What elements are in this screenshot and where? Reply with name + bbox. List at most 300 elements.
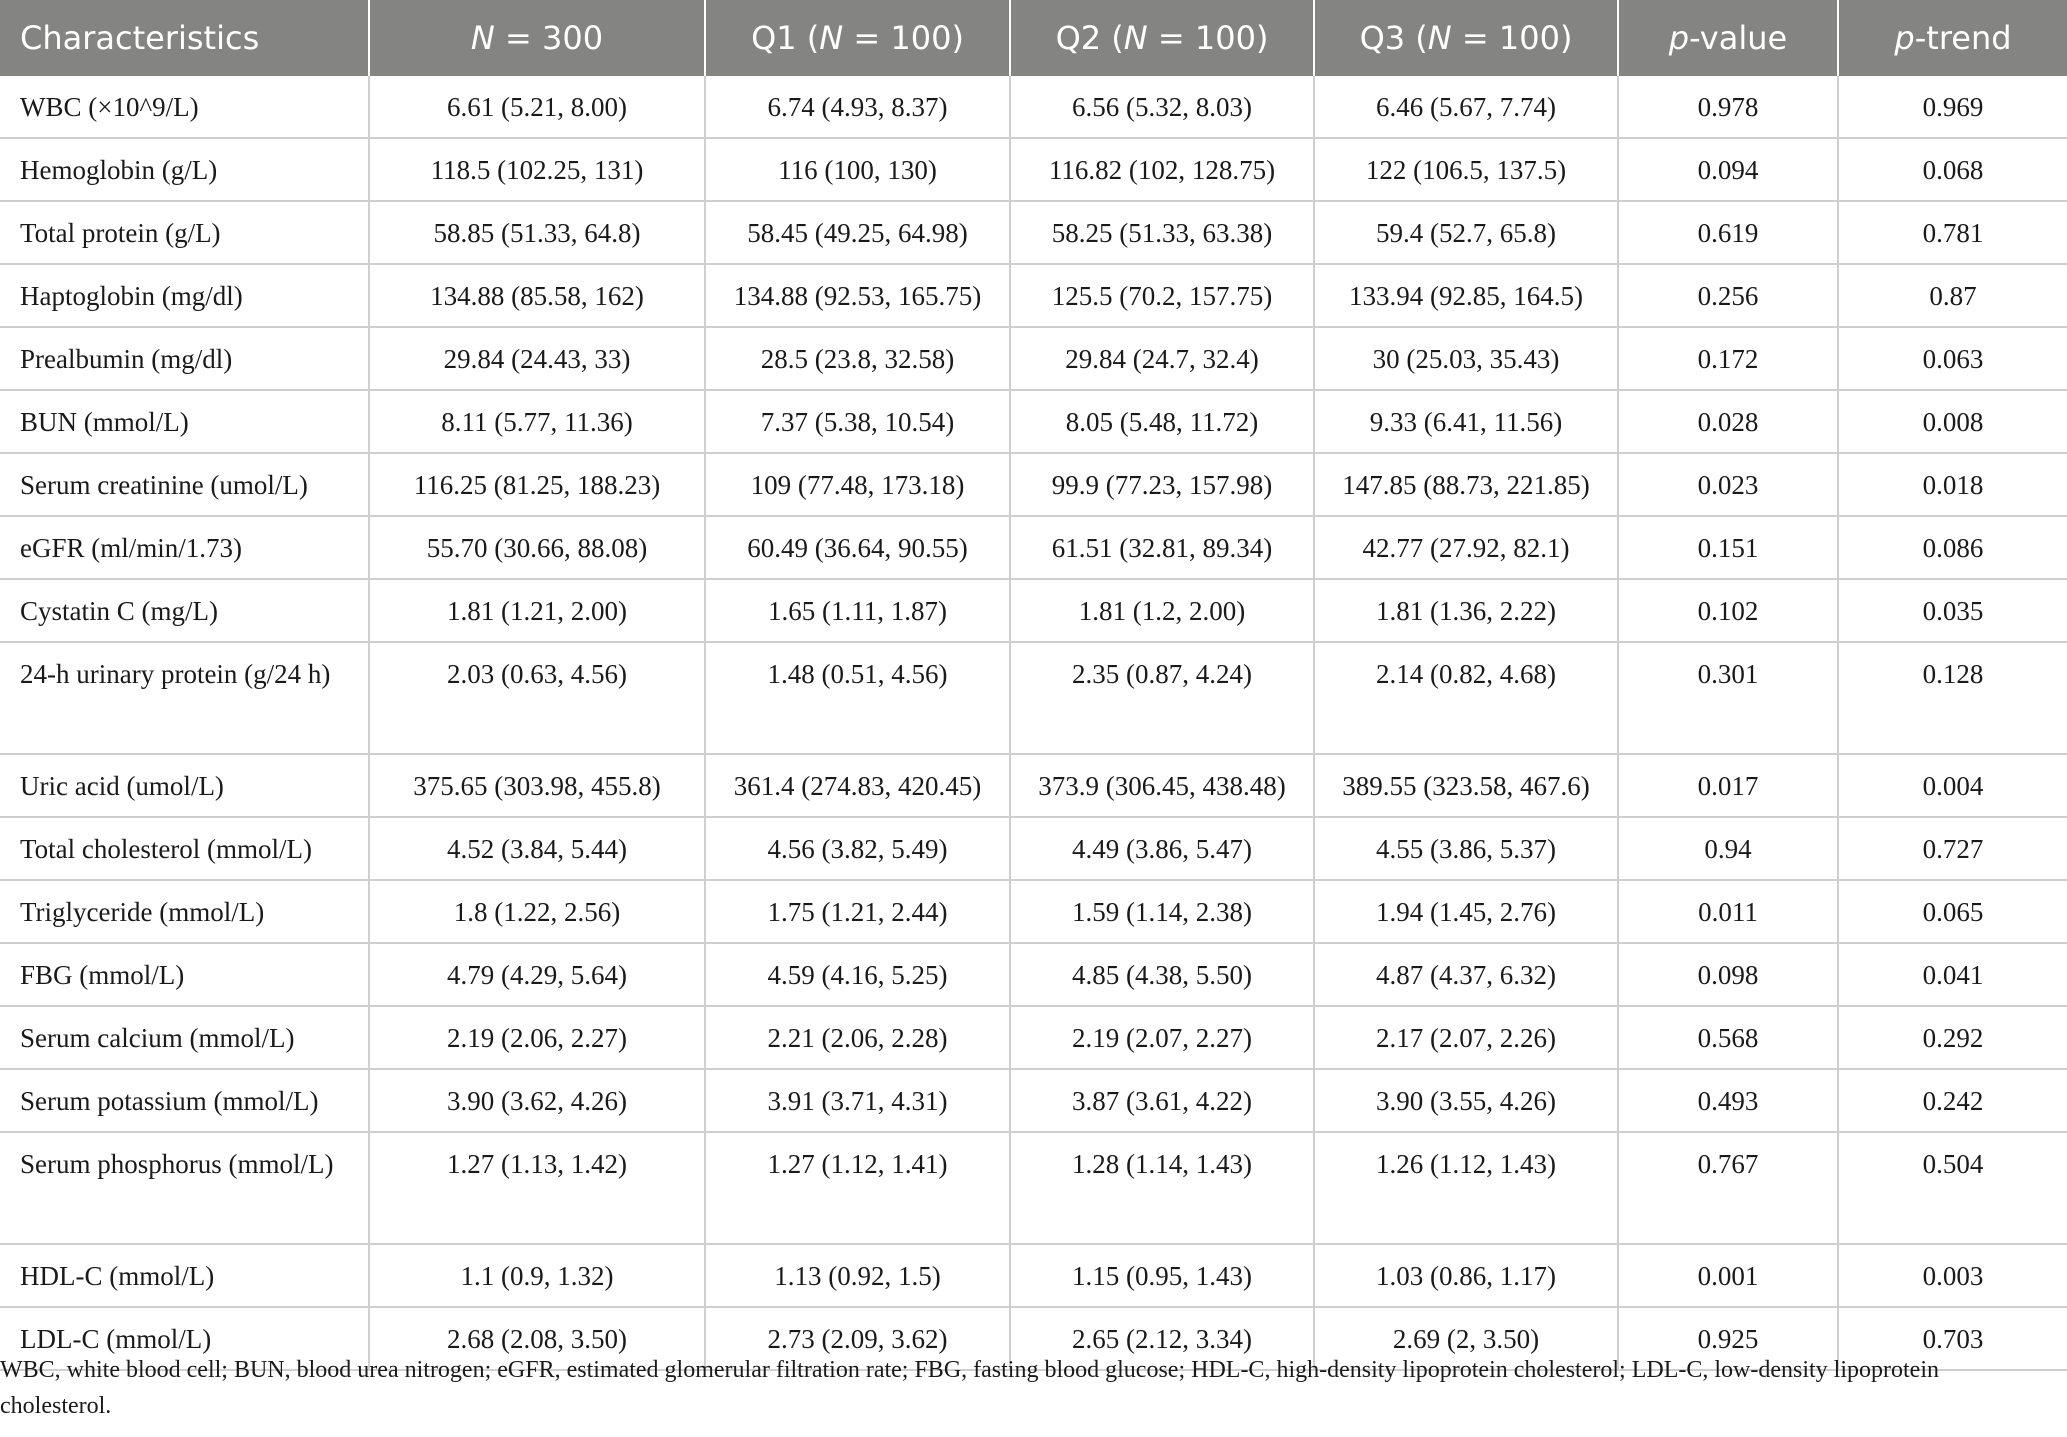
cell-text: 1.28 (1.14, 1.43) [1072, 1149, 1252, 1179]
table-row [0, 516, 2067, 579]
row-label [0, 579, 369, 642]
row-label [0, 1069, 369, 1132]
row-label [0, 817, 369, 880]
table-cell [1618, 453, 1838, 516]
table-cell [705, 264, 1010, 327]
cell-text: FBG (mmol/L) [20, 960, 185, 990]
cell-text: HDL-C (mmol/L) [20, 1261, 215, 1291]
table-cell [369, 390, 705, 453]
cell-text: 0.767 [1697, 1149, 1759, 1179]
cell-text: 0.063 [1922, 344, 1984, 374]
header-italic: p [1668, 19, 1690, 57]
cell-text: 1.27 (1.13, 1.42) [447, 1149, 627, 1179]
row-label [0, 754, 369, 817]
table-cell [705, 579, 1010, 642]
table-row [0, 754, 2067, 817]
cell-text: 3.90 (3.55, 4.26) [1376, 1086, 1556, 1116]
table-cell [1010, 76, 1314, 138]
table-cell [705, 817, 1010, 880]
row-label [0, 642, 369, 754]
table-row [0, 390, 2067, 453]
cell-text: 134.88 (92.53, 165.75) [733, 281, 982, 311]
table-cell [705, 1006, 1010, 1069]
cell-text: Total protein (g/L) [20, 218, 221, 248]
table-cell [369, 138, 705, 201]
table-cell [1838, 264, 2067, 327]
cell-text: 0.925 [1697, 1324, 1759, 1354]
cell-text: 0.028 [1697, 407, 1759, 437]
row-label [0, 138, 369, 201]
cell-text: 116.82 (102, 128.75) [1048, 155, 1276, 185]
table-cell [1314, 1006, 1618, 1069]
cell-text: Serum creatinine (umol/L) [20, 470, 308, 500]
table-cell [1314, 880, 1618, 943]
cell-text: 118.5 (102.25, 131) [430, 155, 644, 185]
cell-text: Uric acid (umol/L) [20, 771, 224, 801]
cell-text: 0.102 [1697, 596, 1759, 626]
cell-text: 1.81 (1.36, 2.22) [1376, 596, 1556, 626]
header-italic: p [1894, 19, 1915, 57]
table-cell [1314, 1132, 1618, 1244]
table-cell [705, 327, 1010, 390]
table-cell [1838, 1069, 2067, 1132]
table-row [0, 138, 2067, 201]
cell-text: 2.17 (2.07, 2.26) [1376, 1023, 1556, 1053]
table-cell [1838, 754, 2067, 817]
cell-text: 0.504 [1922, 1149, 1984, 1179]
cell-text: 0.151 [1697, 533, 1759, 563]
table-cell [1838, 327, 2067, 390]
cell-text: 4.85 (4.38, 5.50) [1072, 960, 1252, 990]
table-cell [1314, 138, 1618, 201]
table-cell [1010, 453, 1314, 516]
table-cell [1010, 642, 1314, 754]
header-text: Q2 ( [1055, 19, 1124, 57]
cell-text: 0.172 [1697, 344, 1759, 374]
table-cell [1314, 264, 1618, 327]
cell-text: 4.49 (3.86, 5.47) [1072, 834, 1252, 864]
cell-text: 0.004 [1922, 771, 1984, 801]
table-cell [1618, 880, 1838, 943]
table-cell [1010, 579, 1314, 642]
cell-text: Serum phosphorus (mmol/L) [20, 1149, 334, 1179]
cell-text: 7.37 (5.38, 10.54) [760, 407, 955, 437]
cell-text: 0.008 [1922, 407, 1984, 437]
cell-text: 58.85 (51.33, 64.8) [433, 218, 641, 248]
cell-text: 1.13 (0.92, 1.5) [774, 1261, 941, 1291]
table-cell [1618, 327, 1838, 390]
cell-text: 3.87 (3.61, 4.22) [1072, 1086, 1252, 1116]
table-cell [369, 327, 705, 390]
table-cell [1010, 943, 1314, 1006]
cell-text: 1.27 (1.12, 1.41) [767, 1149, 948, 1179]
table-row [0, 579, 2067, 642]
header-text: Characteristics [20, 19, 260, 57]
table-cell [369, 1132, 705, 1244]
cell-text: BUN (mmol/L) [20, 407, 189, 437]
cell-text: 116.25 (81.25, 188.23) [413, 470, 661, 500]
table-cell [1838, 390, 2067, 453]
cell-text: 0.969 [1922, 92, 1984, 122]
table-cell [1838, 76, 2067, 138]
row-label [0, 264, 369, 327]
row-label [0, 390, 369, 453]
cell-text: 30 (25.03, 35.43) [1372, 344, 1560, 374]
table-footnote: WBC, white blood cell; BUN, blood urea nitrogen; eGFR, estimated glomerular filtration rate; FBG, fasting blood glucose; HDL-C, high-density lipoprotein cholesterol; LDL-C, low-density lipoprotein cholesterol. [0, 1357, 1939, 1419]
cell-text: 147.85 (88.73, 221.85) [1342, 470, 1590, 500]
table-cell [369, 642, 705, 754]
cell-text: 2.35 (0.87, 4.24) [1072, 659, 1252, 689]
table-cell [1010, 1069, 1314, 1132]
table-cell [369, 1006, 705, 1069]
table-cell [1010, 390, 1314, 453]
table-cell [1618, 642, 1838, 754]
header-italic: N [819, 19, 844, 57]
table-cell [1618, 1244, 1838, 1307]
cell-text: 1.15 (0.95, 1.43) [1072, 1261, 1252, 1291]
table-cell [1314, 754, 1618, 817]
cell-text: 0.128 [1922, 659, 1984, 689]
table-cell [1010, 754, 1314, 817]
cell-text: 134.88 (85.58, 162) [430, 281, 644, 311]
table-cell [1010, 138, 1314, 201]
cell-text: 0.035 [1922, 596, 1984, 626]
table-cell [369, 201, 705, 264]
header-text: Q3 ( [1359, 19, 1428, 57]
table-cell [1838, 453, 2067, 516]
table-cell [1618, 1069, 1838, 1132]
cell-text: 4.79 (4.29, 5.64) [447, 960, 627, 990]
table-row [0, 880, 2067, 943]
header-text: = 100) [843, 19, 964, 57]
cell-text: 2.69 (2, 3.50) [1392, 1324, 1540, 1354]
table-cell [705, 1244, 1010, 1307]
cell-text: 1.26 (1.12, 1.43) [1376, 1149, 1556, 1179]
cell-text: 42.77 (27.92, 82.1) [1362, 533, 1570, 563]
table-cell [705, 754, 1010, 817]
table-row [0, 1069, 2067, 1132]
cell-text: 3.90 (3.62, 4.26) [447, 1086, 627, 1116]
table-row [0, 453, 2067, 516]
table-cell [369, 76, 705, 138]
table-row [0, 1006, 2067, 1069]
table-cell [1010, 516, 1314, 579]
table-cell [1618, 76, 1838, 138]
cell-text: 1.65 (1.11, 1.87) [768, 596, 947, 626]
table-cell [369, 1244, 705, 1307]
cell-text: 0.568 [1697, 1023, 1759, 1053]
table-cell [1314, 516, 1618, 579]
row-label [0, 516, 369, 579]
table-cell [1618, 390, 1838, 453]
table-cell [1618, 264, 1838, 327]
table-cell [1314, 390, 1618, 453]
column-header [1618, 0, 1838, 76]
table-row [0, 943, 2067, 1006]
header-text: -value [1689, 19, 1788, 57]
table-row [0, 1132, 2067, 1244]
table-cell [1618, 1006, 1838, 1069]
cell-text: 0.017 [1697, 771, 1759, 801]
cell-text: Triglyceride (mmol/L) [20, 897, 265, 927]
cell-text: 9.33 (6.41, 11.56) [1369, 407, 1563, 437]
cell-text: 1.94 (1.45, 2.76) [1376, 897, 1556, 927]
table-cell [1838, 817, 2067, 880]
cell-text: 2.14 (0.82, 4.68) [1376, 659, 1556, 689]
table-cell [1314, 1244, 1618, 1307]
cell-text: 2.73 (2.09, 3.62) [767, 1324, 948, 1354]
cell-text: 0.011 [1698, 897, 1758, 927]
table-cell [1618, 817, 1838, 880]
row-label [0, 1132, 369, 1244]
cell-text: 373.9 (306.45, 438.48) [1038, 771, 1286, 801]
cell-text: 0.256 [1697, 281, 1759, 311]
table-cell [705, 390, 1010, 453]
table-cell [1838, 201, 2067, 264]
table-cell [369, 880, 705, 943]
table-cell [705, 138, 1010, 201]
cell-text: 125.5 (70.2, 157.75) [1051, 281, 1273, 311]
cell-text: 6.61 (5.21, 8.00) [447, 92, 627, 122]
table-cell [1314, 579, 1618, 642]
column-header [369, 0, 705, 76]
cell-text: 1.8 (1.22, 2.56) [453, 897, 621, 927]
cell-text: 8.11 (5.77, 11.36) [441, 407, 633, 437]
cell-text: 4.52 (3.84, 5.44) [447, 834, 627, 864]
cell-text: Haptoglobin (mg/dl) [20, 281, 243, 311]
table-cell [1618, 1132, 1838, 1244]
cell-text: Cystatin C (mg/L) [20, 596, 218, 626]
cell-text: 116 (100, 130) [778, 155, 937, 185]
cell-text: 1.59 (1.14, 2.38) [1072, 897, 1252, 927]
table-cell [1838, 138, 2067, 201]
table-cell [1314, 1069, 1618, 1132]
cell-text: 0.781 [1922, 218, 1984, 248]
cell-text: 58.45 (49.25, 64.98) [747, 218, 968, 248]
cell-text: 29.84 (24.7, 32.4) [1065, 344, 1259, 374]
table-cell [1314, 327, 1618, 390]
table-cell [369, 1069, 705, 1132]
cell-text: Serum calcium (mmol/L) [20, 1023, 295, 1053]
row-label [0, 327, 369, 390]
table-cell [1618, 138, 1838, 201]
cell-text: 6.56 (5.32, 8.03) [1072, 92, 1252, 122]
row-label [0, 453, 369, 516]
cell-text: eGFR (ml/min/1.73) [20, 533, 242, 563]
table-cell [1314, 76, 1618, 138]
cell-text: 133.94 (92.85, 164.5) [1349, 281, 1583, 311]
cell-text: Hemoglobin (g/L) [20, 155, 218, 185]
table-row [0, 327, 2067, 390]
cell-text: 0.493 [1697, 1086, 1759, 1116]
cell-text: WBC (×10^9/L) [20, 92, 199, 122]
cell-text: 0.619 [1697, 218, 1759, 248]
header-text: = 100) [1147, 19, 1269, 57]
cell-text: 1.03 (0.86, 1.17) [1376, 1261, 1556, 1291]
cell-text: 0.068 [1922, 155, 1984, 185]
cell-text: 0.703 [1922, 1324, 1984, 1354]
cell-text: 1.48 (0.51, 4.56) [767, 659, 948, 689]
table-cell [1314, 201, 1618, 264]
cell-text: 4.59 (4.16, 5.25) [767, 960, 948, 990]
cell-text: 1.81 (1.21, 2.00) [447, 596, 627, 626]
cell-text: 0.94 [1704, 834, 1752, 864]
table-cell [705, 1132, 1010, 1244]
cell-text: 389.55 (323.58, 467.6) [1342, 771, 1590, 801]
table-body [0, 76, 2067, 1370]
table-cell [369, 943, 705, 1006]
cell-text: Total cholesterol (mmol/L) [20, 834, 313, 864]
row-label [0, 880, 369, 943]
table-cell [1010, 817, 1314, 880]
table-cell [1618, 201, 1838, 264]
header-italic: N [1427, 19, 1452, 57]
table-cell [369, 754, 705, 817]
column-header [1838, 0, 2067, 76]
column-header [1010, 0, 1314, 76]
cell-text: 6.46 (5.67, 7.74) [1376, 92, 1556, 122]
cell-text: 0.094 [1697, 155, 1759, 185]
cell-text: 99.9 (77.23, 157.98) [1051, 470, 1273, 500]
cell-text: 2.19 (2.06, 2.27) [447, 1023, 627, 1053]
column-header [705, 0, 1010, 76]
cell-text: 0.041 [1922, 960, 1984, 990]
table-cell [705, 1069, 1010, 1132]
cell-text: 0.098 [1697, 960, 1759, 990]
row-label [0, 1006, 369, 1069]
header-text: = 300 [494, 19, 604, 57]
table-cell [1838, 642, 2067, 754]
cell-text: 29.84 (24.43, 33) [443, 344, 631, 374]
table-cell [369, 453, 705, 516]
cell-text: 375.65 (303.98, 455.8) [413, 771, 661, 801]
table-cell [1838, 943, 2067, 1006]
table-row [0, 817, 2067, 880]
cell-text: 0.292 [1922, 1023, 1984, 1053]
table-cell [705, 516, 1010, 579]
table-cell [1010, 880, 1314, 943]
table-cell [1010, 1244, 1314, 1307]
table-row [0, 201, 2067, 264]
cell-text: 2.65 (2.12, 3.34) [1072, 1324, 1252, 1354]
cell-text: 4.56 (3.82, 5.49) [767, 834, 948, 864]
cell-text: 109 (77.48, 173.18) [750, 470, 965, 500]
cell-text: 0.003 [1922, 1261, 1984, 1291]
table-cell [1838, 516, 2067, 579]
table-cell [1618, 754, 1838, 817]
cell-text: 0.086 [1922, 533, 1984, 563]
table-cell [1314, 642, 1618, 754]
cell-text: 0.023 [1697, 470, 1759, 500]
cell-text: Prealbumin (mg/dl) [20, 344, 233, 374]
cell-text: 122 (106.5, 137.5) [1365, 155, 1567, 185]
column-header [0, 0, 369, 76]
cell-text: 0.018 [1922, 470, 1984, 500]
header-text: Q1 ( [751, 19, 820, 57]
cell-text: 1.81 (1.2, 2.00) [1078, 596, 1246, 626]
cell-text: 2.21 (2.06, 2.28) [767, 1023, 948, 1053]
table-cell [705, 453, 1010, 516]
row-label [0, 1244, 369, 1307]
cell-text: 3.91 (3.71, 4.31) [767, 1086, 948, 1116]
table-cell [369, 579, 705, 642]
header-text: = 100) [1451, 19, 1573, 57]
table-row [0, 642, 2067, 754]
table-cell [369, 817, 705, 880]
cell-text: 0.301 [1697, 659, 1759, 689]
cell-text: 0.87 [1929, 281, 1977, 311]
cell-text: 4.87 (4.37, 6.32) [1376, 960, 1556, 990]
table-row [0, 264, 2067, 327]
row-label [0, 201, 369, 264]
table-cell [705, 201, 1010, 264]
table-cell [1838, 880, 2067, 943]
table-cell [1618, 579, 1838, 642]
cell-text: 361.4 (274.83, 420.45) [733, 771, 982, 801]
table-cell [1618, 943, 1838, 1006]
table-cell [705, 76, 1010, 138]
table-cell [1314, 453, 1618, 516]
cell-text: 6.74 (4.93, 8.37) [767, 92, 948, 122]
table-cell [1010, 1006, 1314, 1069]
table-row [0, 76, 2067, 138]
table-cell [705, 880, 1010, 943]
cell-text: 59.4 (52.7, 65.8) [1376, 218, 1556, 248]
cell-text: 24-h urinary protein (g/24 h) [20, 659, 331, 689]
header-text: -trend [1914, 19, 2012, 57]
cell-text: 58.25 (51.33, 63.38) [1051, 218, 1273, 248]
header-italic: N [470, 19, 495, 57]
cell-text: LDL-C (mmol/L) [20, 1324, 212, 1354]
cell-text: 8.05 (5.48, 11.72) [1065, 407, 1259, 437]
cell-text: 0.727 [1922, 834, 1984, 864]
cell-text: 55.70 (30.66, 88.08) [426, 533, 648, 563]
table-cell [1010, 201, 1314, 264]
cell-text: 0.001 [1697, 1261, 1759, 1291]
table-header [0, 0, 2067, 76]
table-cell [705, 943, 1010, 1006]
table-cell [1838, 1006, 2067, 1069]
cell-text: 1.1 (0.9, 1.32) [460, 1261, 614, 1291]
table-cell [1010, 264, 1314, 327]
header-italic: N [1123, 19, 1148, 57]
table-cell [1838, 1244, 2067, 1307]
table-cell [369, 264, 705, 327]
cell-text: 0.242 [1922, 1086, 1984, 1116]
table-cell [705, 642, 1010, 754]
cell-text: 28.5 (23.8, 32.58) [760, 344, 955, 374]
cell-text: 2.68 (2.08, 3.50) [447, 1324, 627, 1354]
cell-text: 4.55 (3.86, 5.37) [1376, 834, 1556, 864]
table-cell [1618, 516, 1838, 579]
cell-text: 0.978 [1697, 92, 1759, 122]
cell-text: Serum potassium (mmol/L) [20, 1086, 319, 1116]
column-header [1314, 0, 1618, 76]
cell-text: 61.51 (32.81, 89.34) [1051, 533, 1273, 563]
table-cell [1314, 943, 1618, 1006]
row-label [0, 943, 369, 1006]
cell-text: 2.19 (2.07, 2.27) [1072, 1023, 1252, 1053]
cell-text: 2.03 (0.63, 4.56) [447, 659, 627, 689]
cell-text: 1.75 (1.21, 2.44) [767, 897, 948, 927]
table-cell [1314, 817, 1618, 880]
row-label [0, 76, 369, 138]
cell-text: 60.49 (36.64, 90.55) [747, 533, 968, 563]
table-cell [1010, 1132, 1314, 1244]
table-cell [369, 516, 705, 579]
cell-text: 0.065 [1922, 897, 1984, 927]
table-row [0, 1244, 2067, 1307]
